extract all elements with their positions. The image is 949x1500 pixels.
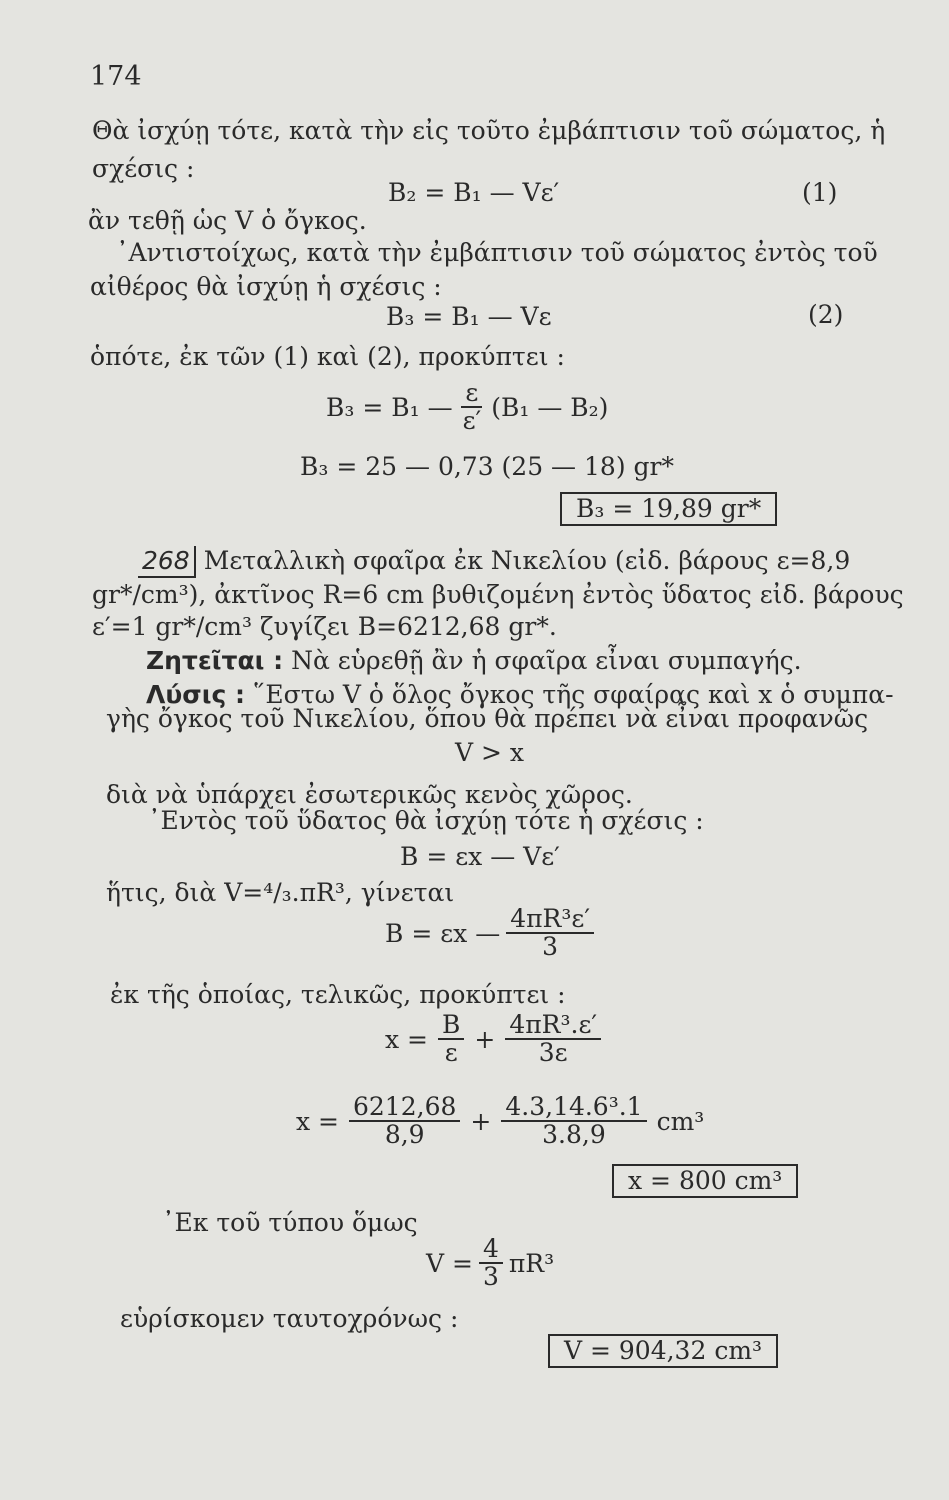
numerator: 6212,68 (349, 1094, 460, 1122)
denominator: 3 (542, 932, 559, 961)
text-line: ε′=1 gr*/cm³ ζυγίζει B=6212,68 gr*. (92, 612, 557, 641)
problem-statement-line (138, 546, 850, 578)
numerator: 4πR³ε′ (506, 906, 594, 934)
sought-text: Νὰ εὑρεθῇ ἂν ἡ σφαῖρα εἶναι συμπαγής. (291, 646, 802, 675)
text-line: ἂν τεθῇ ὡς V ὁ ὄγκος. (88, 206, 367, 235)
eq-part: B₃ = B₁ — (326, 392, 453, 422)
text-line: αἰθέρος θὰ ἰσχύῃ ἡ σχέσις : (90, 272, 442, 301)
page-number: 174 (90, 61, 142, 92)
numerator: B (438, 1012, 464, 1040)
boxed-result: x = 800 cm³ (612, 1164, 798, 1198)
text-line: ὁπότε, ἐκ τῶν (1) καὶ (2), προκύπτει : (90, 342, 565, 371)
fraction (438, 1012, 464, 1066)
text-line: ᾿Εκ τοῦ τύπου ὅμως (162, 1208, 418, 1237)
equation-6: B = εx — Vε′ (400, 842, 560, 871)
text-line: εὑρίσκομεν ταυτοχρόνως : (120, 1304, 459, 1333)
text-line: ᾿Εντὸς τοῦ ὕδατος θὰ ἰσχύῃ τότε ἡ σχέσις : (148, 806, 704, 835)
equation-7 (385, 906, 594, 960)
equation-9 (296, 1094, 704, 1148)
eq-part: (B₁ — B₂) (491, 392, 609, 422)
equation-8 (385, 1012, 601, 1066)
problem-number: 268 (138, 546, 196, 578)
unit: cm³ (656, 1106, 705, 1136)
sought-label: Ζητεῖται : (146, 646, 284, 675)
eq-part: V = (426, 1248, 473, 1278)
equation-5: V > x (455, 738, 524, 767)
equation-4: B₃ = 25 — 0,73 (25 — 18) gr* (300, 452, 674, 481)
denominator: 8,9 (384, 1120, 425, 1149)
eq-part: πR³ (508, 1248, 555, 1278)
text-line: σχέσις : (92, 154, 195, 183)
fraction (505, 1012, 601, 1066)
fraction (349, 1094, 460, 1148)
equation-10 (426, 1236, 554, 1290)
boxed-result: B₃ = 19,89 gr* (560, 492, 777, 526)
text-line: ᾿Αντιστοίχως, κατὰ τὴν ἐμβάπτισιν τοῦ σώματος ἐντὸς τοῦ (116, 238, 878, 267)
text-line: διὰ νὰ ὑπάρχει ἐσωτερικῶς κενὸς χῶρος. (106, 780, 633, 809)
fraction (479, 1236, 503, 1290)
denominator: 3 (482, 1262, 499, 1291)
plus-sign: + (474, 1024, 496, 1054)
eq-part: x = (385, 1024, 428, 1054)
numerator: 4 (479, 1236, 503, 1264)
equation-3 (326, 380, 608, 434)
solution-label: Λύσις : (146, 680, 245, 709)
equation-1: B₂ = B₁ — Vε′ (388, 178, 560, 207)
fraction (459, 380, 486, 434)
text-line: ἥτις, διὰ V=⁴/₃.πR³, γίνεται (106, 878, 455, 907)
fraction (506, 906, 594, 960)
text-line: ἐκ τῆς ὁποίας, τελικῶς, προκύπτει : (110, 980, 566, 1009)
numerator: 4.3,14.6³.1 (501, 1094, 646, 1122)
eq-part: B = εx — (385, 918, 501, 948)
equation-2: B₃ = B₁ — Vε (386, 302, 552, 331)
fraction (501, 1094, 646, 1148)
eq-part: x = (296, 1106, 339, 1136)
sought-line (146, 646, 802, 676)
denominator: 3ε (538, 1038, 568, 1067)
denominator: ε′ (462, 406, 482, 435)
text-line: γὴς ὄγκος τοῦ Νικελίου, ὅπου θὰ πρέπει νὰ εἶναι προφανῶς (106, 704, 869, 733)
plus-sign: + (470, 1106, 492, 1136)
text: Μεταλλικὴ σφαῖρα ἐκ Νικελίου (εἰδ. βάρους ε=8,9 (203, 546, 851, 575)
equation-number: (2) (808, 300, 844, 329)
denominator: 3.8,9 (542, 1120, 606, 1149)
solution-text: ῞Εστω V ὁ ὅλος ὄγκος τῆς σφαίρας καὶ x ὁ συμπα- (252, 680, 894, 709)
boxed-result: V = 904,32 cm³ (548, 1334, 778, 1368)
text-line: gr*/cm³), ἀκτῖνος R=6 cm βυθιζομένη ἐντὸς ὕδατος εἰδ. βάρους (92, 580, 904, 609)
text-line: Θὰ ἰσχύῃ τότε, κατὰ τὴν εἰς τοῦτο ἐμβάπτισιν τοῦ σώματος, ἡ (92, 116, 886, 145)
denominator: ε (444, 1038, 458, 1067)
numerator: 4πR³.ε′ (505, 1012, 601, 1040)
equation-number: (1) (802, 178, 838, 207)
numerator: ε (461, 380, 482, 408)
